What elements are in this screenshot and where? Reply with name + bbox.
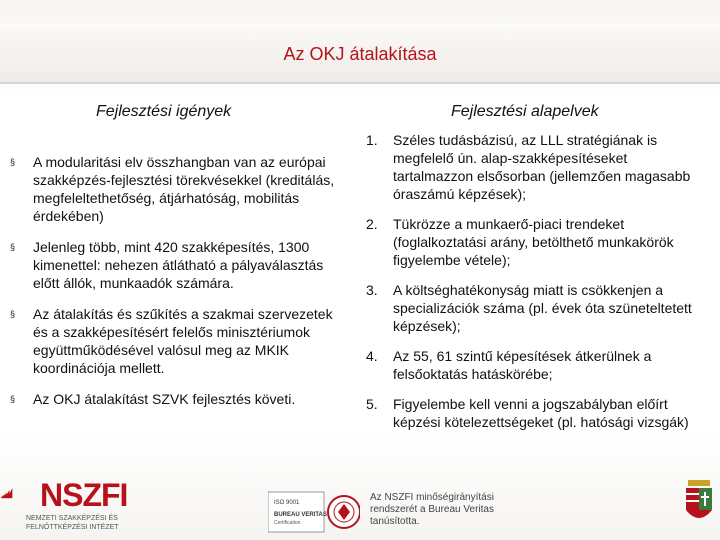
- list-item: [10, 153, 345, 225]
- list-item: [366, 395, 711, 431]
- svg-text:ISO 9001: ISO 9001: [274, 500, 300, 506]
- list-item-text: Az 55, 61 szintű képesítések átkerülnek a felsőoktatás hatáskörébe;: [393, 348, 652, 382]
- list-item-text: Tükrözze a munkaerő-piaci trendeket (foglalkoztatási arány, betölthető munkakörök figyelembe vétele);: [393, 216, 674, 268]
- bullet-icon: §: [10, 394, 16, 404]
- svg-text:Certification: Certification: [274, 520, 301, 526]
- list-item: [10, 238, 345, 292]
- item-number: 2.: [366, 216, 378, 232]
- svg-text:BUREAU VERITAS: BUREAU VERITAS: [274, 512, 327, 518]
- item-number: 3.: [366, 282, 378, 298]
- list-item-text: Az átalakítás és szűkítés a szakmai szervezetek és a szakképesítésért felelős minisztériumok együttműködésével valósul meg az MKIK koordinációja mellett.: [33, 306, 333, 376]
- list-item: [10, 390, 345, 408]
- list-item: [366, 347, 711, 383]
- bureau-veritas-seal-icon: [268, 490, 360, 534]
- list-item: [10, 305, 345, 377]
- list-item: [366, 215, 711, 269]
- requirements-list: [10, 153, 345, 421]
- logo-subtitle: NEMZETI SZAKKÉPZÉSI ÉS FELNŐTTKÉPZÉSI INTÉZET: [26, 515, 119, 531]
- list-item: [366, 131, 711, 203]
- slide-title: Az OKJ átalakítása: [283, 44, 437, 64]
- logo-name: NSZFI: [40, 477, 128, 513]
- principles-list: [366, 131, 711, 443]
- list-item: [366, 281, 711, 335]
- bullet-icon: §: [10, 242, 16, 252]
- footer: [0, 462, 720, 540]
- right-column-heading: Fejlesztési alapelvek: [451, 103, 599, 120]
- bullet-icon: §: [10, 157, 16, 167]
- left-column-heading: Fejlesztési igények: [96, 103, 232, 120]
- list-item-text: Jelenleg több, mint 420 szakképesítés, 1300 kimenettel: nehezen átlátható a pályaválasztás előtt állók, munkaadók számára.: [33, 239, 324, 291]
- list-item-text: Figyelembe kell venni a jogszabályban előírt képzési kötelezettségeket (pl. hatósági vizsgák): [393, 396, 689, 430]
- list-item-text: A modularitási elv összhangban van az európai szakképzés-fejlesztési törekvésekkel (kreditálás, megfeleltethetőség, átjárhatóság, mobilitás érdekében): [33, 154, 335, 224]
- list-item-text: Széles tudásbázisú, az LLL stratégiának is megfelelő ún. alap-szakképesítéseket tartalmazzon elsősorban (jellemzően magasabb óraszámú képzések);: [393, 132, 691, 202]
- item-number: 4.: [366, 348, 378, 364]
- list-item-text: A költséghatékonyság miatt is csökkenjen a specializációk száma (pl. évek óta szüneteltetett képzések);: [393, 282, 692, 334]
- item-number: 5.: [366, 396, 378, 412]
- certification-text: Az NSZFI minőségirányítási rendszerét a Bureau Veritas tanúsította.: [370, 492, 494, 527]
- list-item-text: Az OKJ átalakítást SZVK fejlesztés követi.: [33, 391, 296, 407]
- item-number: 1.: [366, 132, 378, 148]
- bullet-icon: §: [10, 309, 16, 319]
- hungarian-crest-icon: [682, 476, 716, 528]
- nszfi-logo-icon: [0, 472, 40, 512]
